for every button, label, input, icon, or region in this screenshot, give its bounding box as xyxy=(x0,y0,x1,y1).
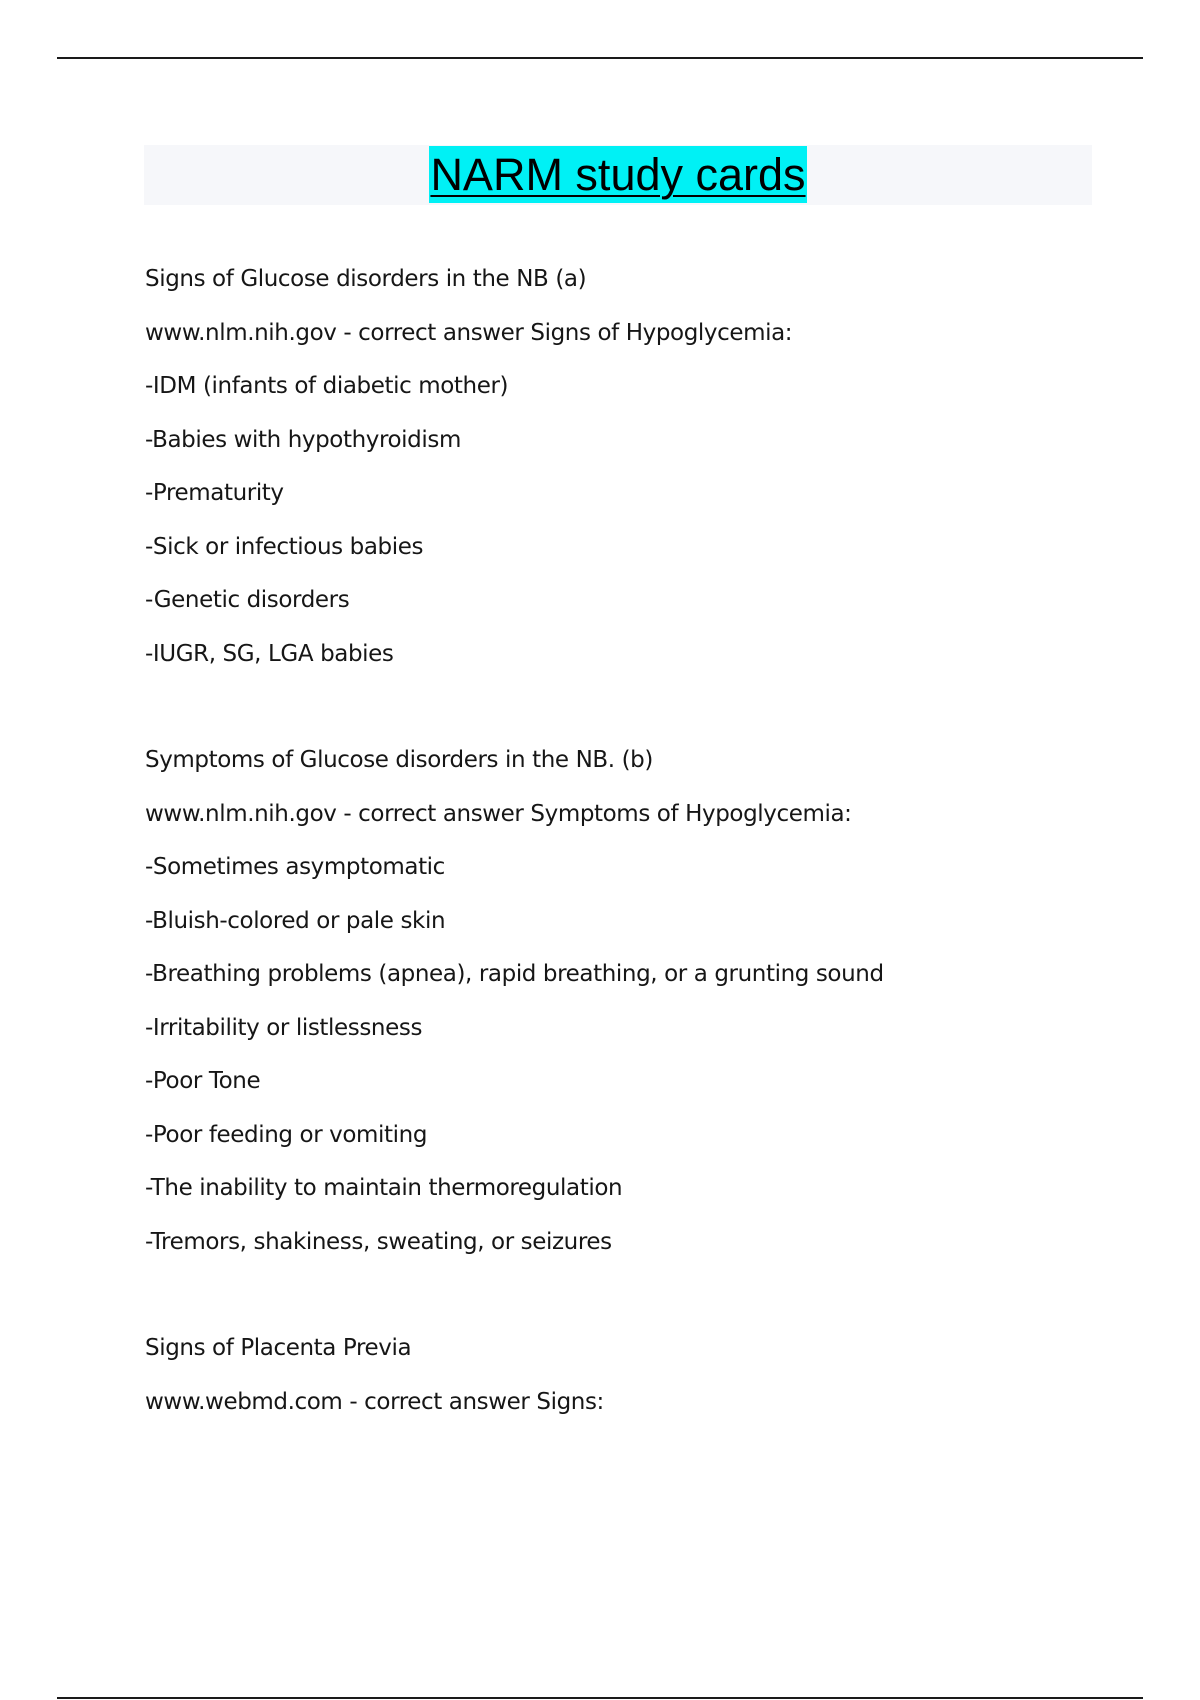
top-page-rule xyxy=(57,57,1143,59)
bottom-page-rule xyxy=(57,1697,1143,1699)
card-list-item: -Poor Tone xyxy=(145,1068,261,1094)
card-question: Signs of Placenta Previa xyxy=(145,1335,412,1361)
card-question: Signs of Glucose disorders in the NB (a) xyxy=(145,266,587,292)
card-list-item: -Babies with hypothyroidism xyxy=(145,426,461,453)
card-list-item: -The inability to maintain thermoregulation xyxy=(145,1175,623,1201)
card-list-item: -Genetic disorders xyxy=(145,587,350,613)
card-list-item: -Poor feeding or vomiting xyxy=(145,1121,428,1148)
title-band xyxy=(144,145,1092,205)
card-list-item: -Irritability or listlessness xyxy=(145,1014,423,1041)
card-question: Symptoms of Glucose disorders in the NB. (b) xyxy=(145,747,653,773)
card-list-item: -Sometimes asymptomatic xyxy=(145,854,445,880)
card-list-item: -IDM (infants of diabetic mother) xyxy=(145,373,509,399)
study-card-glucose-signs xyxy=(145,260,1125,688)
study-card-content xyxy=(145,260,1125,1489)
card-list-item: -IUGR, SG, LGA babies xyxy=(145,640,394,667)
study-card-placenta-previa xyxy=(145,1329,1125,1436)
card-list-item: -Tremors, shakiness, sweating, or seizures xyxy=(145,1228,612,1255)
card-answer-intro: www.webmd.com - correct answer Signs: xyxy=(145,1388,604,1415)
card-answer-intro: www.nlm.nih.gov - correct answer Symptoms of Hypoglycemia: xyxy=(145,800,852,827)
card-list-item: -Sick or infectious babies xyxy=(145,533,424,560)
card-list-item: -Breathing problems (apnea), rapid breathing, or a grunting sound xyxy=(145,961,884,987)
card-list-item: -Prematurity xyxy=(145,480,284,506)
document-title: NARM study cards xyxy=(429,146,806,203)
card-list-item: -Bluish-colored or pale skin xyxy=(145,907,446,934)
card-answer-intro: www.nlm.nih.gov - correct answer Signs of Hypoglycemia: xyxy=(145,319,793,346)
study-card-glucose-symptoms xyxy=(145,741,1125,1276)
